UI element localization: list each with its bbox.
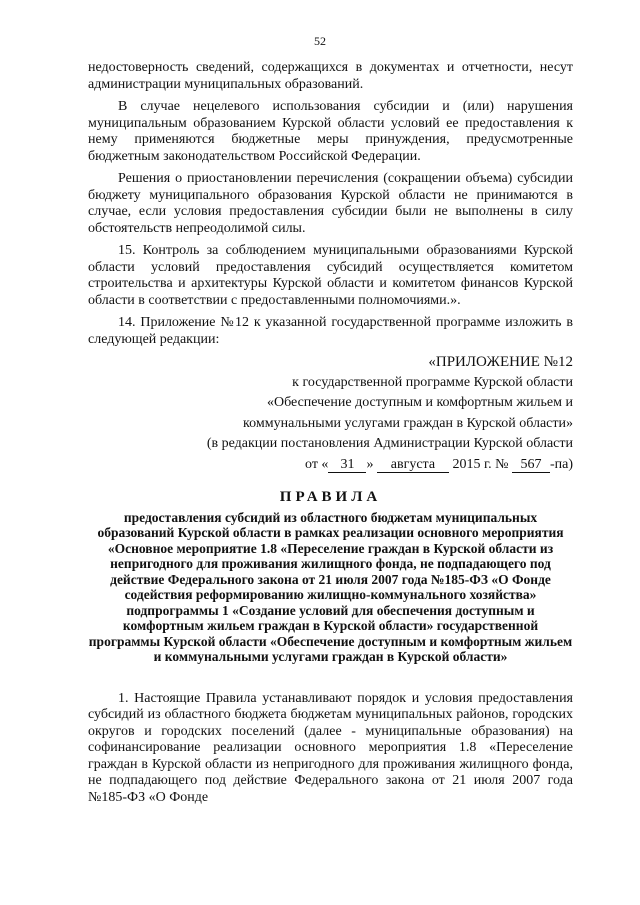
rules-subtitle: предоставления субсидий из областного бюджетам муниципальных образований Курской области в рамках реализации основного мероприятия «Основное мероприятие 1.8 «Переселение граждан в Курской области из непригодного для проживания жилищного фонда, не подпадающего под действие Федерального закона от 21 июля 2007 года №185-ФЗ «О Фонде содействия реформированию жилищно-коммунального хозяйства» подпрограммы 1 «Создание условий для обеспечения доступным и комфортным жильем граждан в Курской области» государственной программы Курской области «Обеспечение доступным и комфортным жильем и коммунальными услугами граждан в Курской области» xyxy=(88,509,573,664)
decree-number: 567 xyxy=(512,457,550,473)
annex-line: к государственной программе Курской области xyxy=(292,374,573,390)
date-day: 31 xyxy=(328,457,366,473)
date-year: 2015 г. № xyxy=(452,456,509,472)
rules-title: ПРАВИЛА xyxy=(279,489,382,505)
paragraph-misuse: В случае нецелевого использования субсидии и (или) нарушения муниципальным образованием Курской области условий ее предоставления к нему применяются бюджетные меры принуждения, предусмотренные бюджетным законодательством Российской Федерации. xyxy=(88,99,573,164)
annex-date-line xyxy=(88,457,573,474)
paragraph-control: 15. Контроль за соблюдением муниципальными образованиями Курской области условий предоставления субсидий осуществляется комитетом строительства и архитектуры Курской области и комитетом финансов Курской области в соответствии с предоставленными полномочиями.». xyxy=(88,243,573,308)
annex-line: коммунальными услугами граждан в Курской области» xyxy=(243,415,573,431)
annex-line: (в редакции постановления Администрации Курской области xyxy=(206,436,573,451)
page-number: 52 xyxy=(314,34,326,48)
annex-line: «Обеспечение доступным и комфортным жильем и xyxy=(266,395,573,410)
rules-paragraph-1: 1. Настоящие Правила устанавливают порядок и условия предоставления субсидий из областного бюджета бюджетам муниципальных районов, городских округов и городских поселений (далее - муниципальные образования) на софинансирование реализации основного мероприятия 1.8 «Переселение граждан в Курской области из непригодного для проживания жилищного фонда, не подпадающего под действие Федерального закона от 21 июля 2007 года №185-ФЗ «О Фонде xyxy=(88,690,573,805)
date-prefix: от « xyxy=(305,456,329,472)
annex-header xyxy=(88,354,573,473)
paragraph-annex-amendment: 14. Приложение №12 к указанной государственной программе изложить в следующей редакции: xyxy=(88,315,573,347)
date-mid: » xyxy=(366,456,374,472)
decree-suffix: -па) xyxy=(549,456,573,472)
paragraph-suspension: Решения о приостановлении перечисления (сокращении объема) субсидии бюджету муниципального образования Курской области не принимаются в случае, если условия предоставления субсидии были не выполнены в силу обстоятельств непреодолимой силы. xyxy=(88,171,573,236)
date-month: августа xyxy=(377,457,449,473)
document-body xyxy=(88,60,573,812)
annex-heading: «ПРИЛОЖЕНИЕ №12 xyxy=(428,354,573,370)
paragraph-liability: недостоверность сведений, содержащихся в документах и отчетности, несут администрации муниципальных образований. xyxy=(88,60,573,92)
